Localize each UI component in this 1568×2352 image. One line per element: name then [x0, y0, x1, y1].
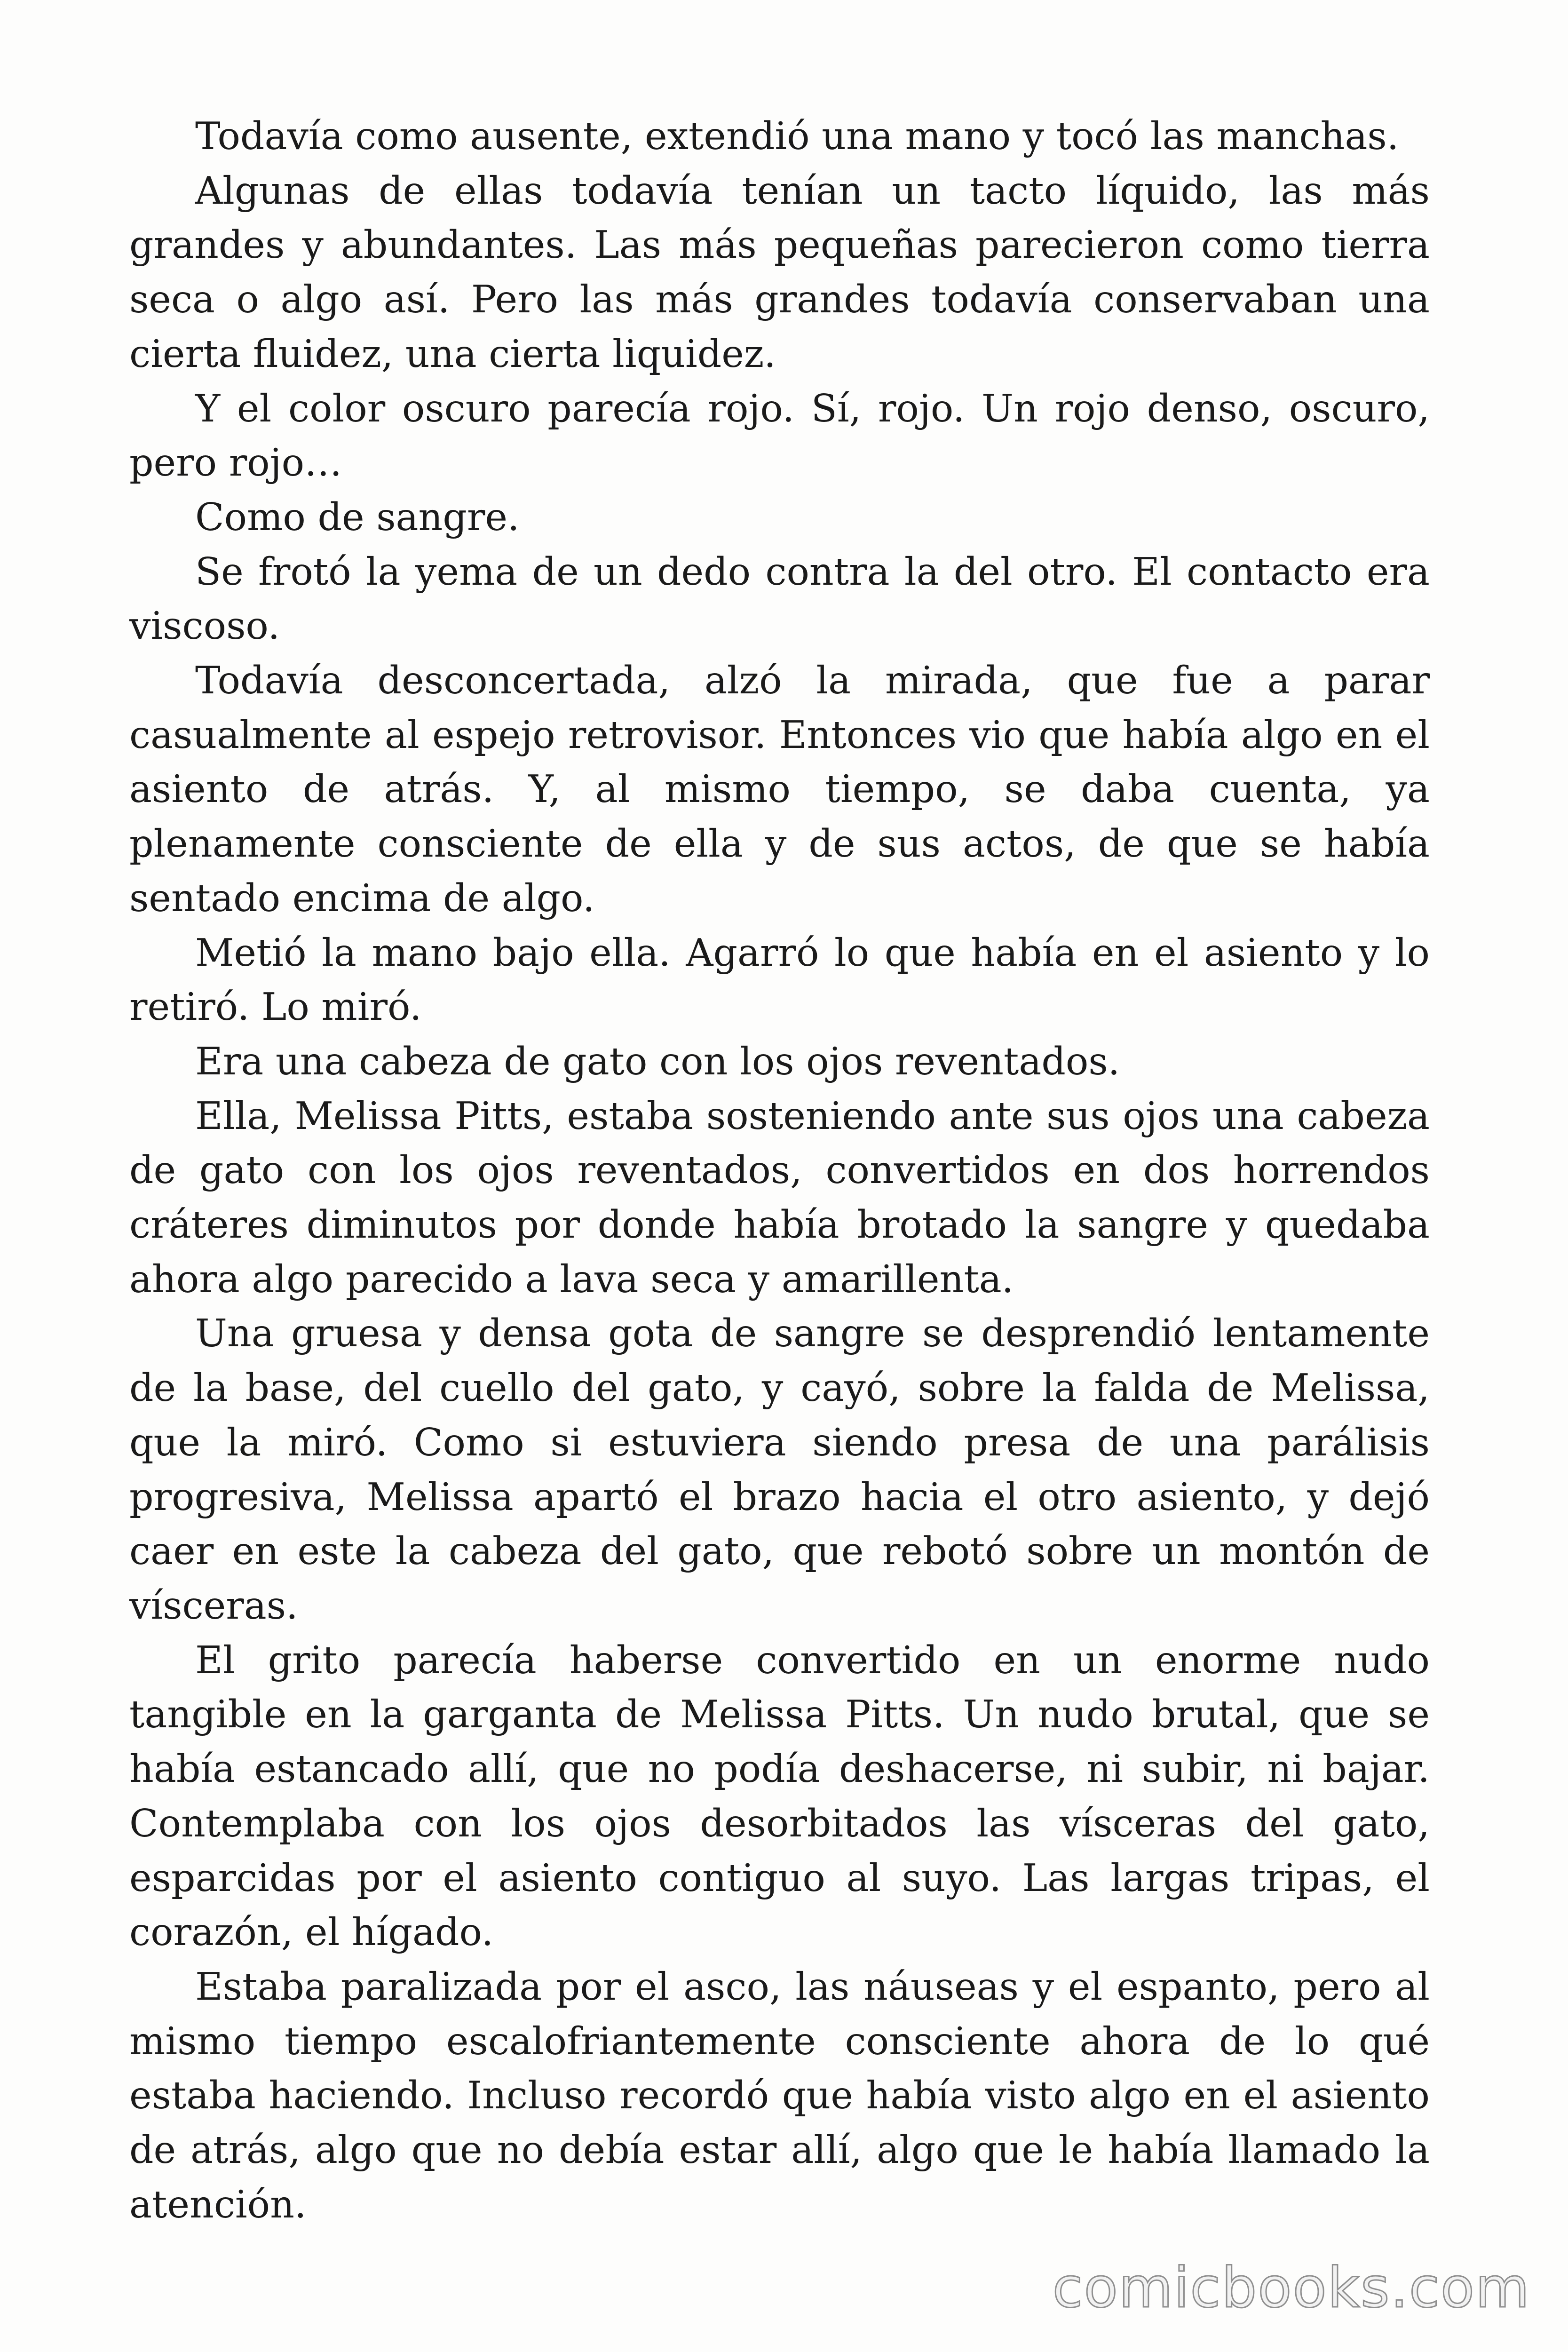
paragraph: Era una cabeza de gato con los ojos reventados. — [195, 1039, 1120, 1083]
paragraph: Todavía como ausente, extendió una mano y tocó las manchas. — [195, 114, 1399, 158]
paragraph: Como de sangre. — [195, 494, 520, 539]
paragraph: El grito parecía haberse convertido en un enorme nudo tangible en la garganta de Melissa Pitts. Un nudo brutal, que se había estancado allí, que no podía deshacerse, ni subir, ni bajar. Contemplaba con los ojos desorbitados las vísceras del gato, esparcidas por el asiento contiguo al suyo. Las largas tripas, el corazón, el hígado. — [129, 1637, 1430, 1955]
watermark: comicbooks.com — [1052, 2255, 1530, 2320]
paragraph: Ella, Melissa Pitts, estaba sosteniendo ante sus ojos una cabeza de gato con los ojos reventados, convertidos en dos horrendos cráteres diminutos por donde había brotado la sangre y quedaba ahora algo parecido a lava seca y amarillenta. — [129, 1093, 1430, 1301]
paragraph: Estaba paralizada por el asco, las náuseas y el espanto, pero al mismo tiempo escalofriantemente consciente ahora de lo qué estaba haciendo. Incluso recordó que había visto algo en el asiento de atrás, algo que no debía estar allí, algo que le había llamado la atención. — [129, 1964, 1430, 2226]
paragraph: Y el color oscuro parecía rojo. Sí, rojo. Un rojo denso, oscuro, pero rojo… — [129, 386, 1430, 485]
paragraph: Metió la mano bajo ella. Agarró lo que había en el asiento y lo retiró. Lo miró. — [129, 930, 1430, 1029]
paragraph: Todavía desconcertada, alzó la mirada, que fue a parar casualmente al espejo retrovisor. Entonces vio que había algo en el asiento de atrás. Y, al mismo tiempo, se daba cuenta, ya plenamente consciente de ella y de sus actos, de que se había sentado encima de algo. — [129, 658, 1430, 920]
paragraph: Algunas de ellas todavía tenían un tacto líquido, las más grandes y abundantes. Las más pequeñas parecieron como tierra seca o algo así. Pero las más grandes todavía conservaban una cierta fluidez, una cierta liquidez. — [129, 168, 1430, 376]
paragraph: Se frotó la yema de un dedo contra la del otro. El contacto era viscoso. — [129, 549, 1430, 648]
page-body-text — [129, 109, 1430, 2232]
paragraph: Una gruesa y densa gota de sangre se desprendió lentamente de la base, del cuello del gato, y cayó, sobre la falda de Melissa, que la miró. Como si estuviera siendo presa de una parálisis progresiva, Melissa apartó el brazo hacia el otro asiento, y dejó caer en este la cabeza del gato, que rebotó sobre un montón de vísceras. — [129, 1311, 1430, 1628]
